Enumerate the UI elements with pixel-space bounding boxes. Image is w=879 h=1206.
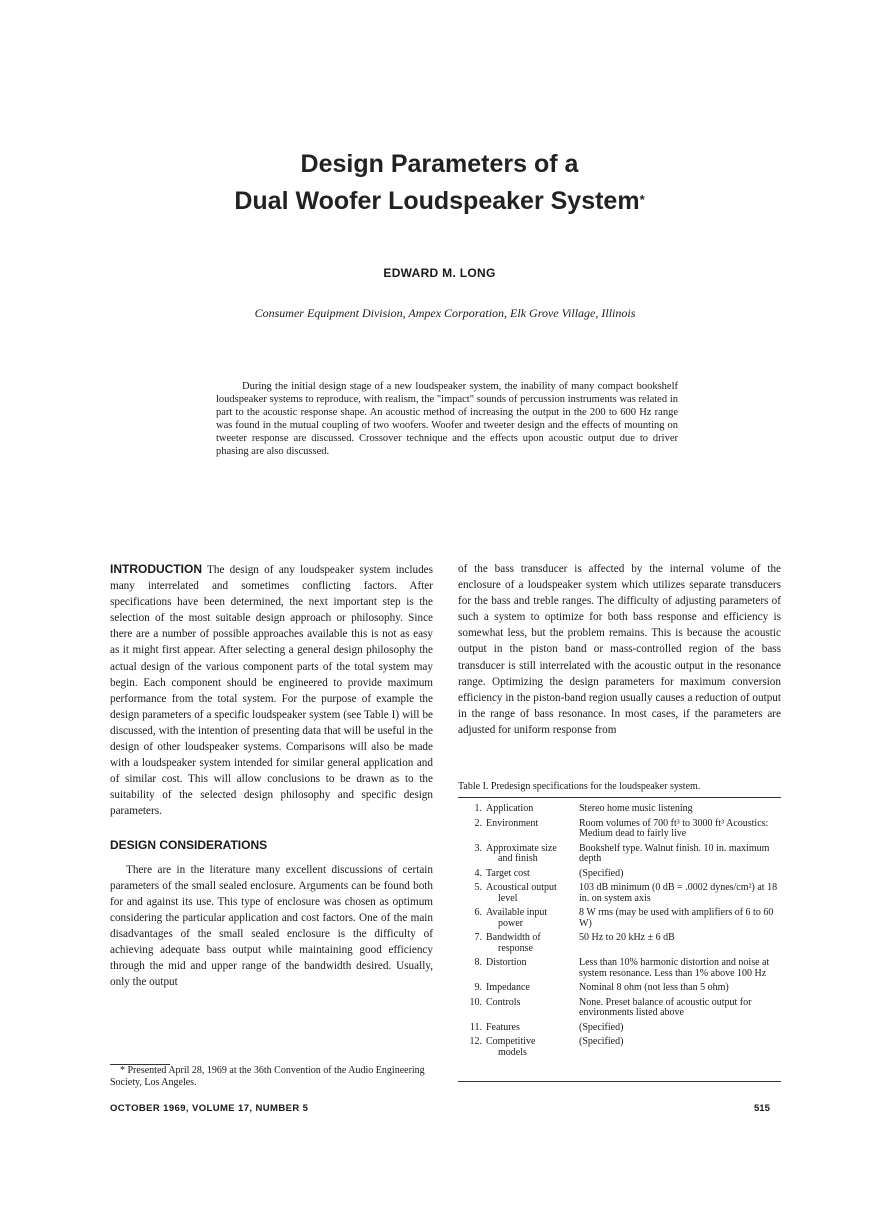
spec-row-number: 7.	[474, 932, 482, 943]
spec-row-label	[486, 869, 579, 884]
introduction-paragraph	[110, 561, 433, 820]
table-bottom-rule	[458, 1081, 781, 1082]
author-name: EDWARD M. LONG	[383, 266, 496, 280]
spec-row-value: Less than 10% harmonic distortion and noise at system resonance. Less than 1% above 100 Hz	[579, 957, 770, 979]
spec-row-number: 10.	[469, 996, 482, 1008]
spec-row-value: Bookshelf type. Walnut finish. 10 in. maximum depth	[579, 842, 770, 864]
spec-row-label	[486, 819, 579, 844]
spec-row	[458, 1023, 781, 1038]
introduction-heading: INTRODUCTION	[110, 562, 202, 576]
spec-row-value: Room volumes of 700 ft³ to 3000 ft³ Acoustics: Medium dead to fairly live	[579, 817, 769, 839]
spec-row-label-line1: Target cost	[486, 867, 530, 879]
page-number: 515	[754, 1103, 770, 1114]
spec-row-number: 4.	[474, 867, 482, 879]
design-considerations-text-right: of the bass transducer is affected by the internal volume of the enclosure of a loudspeaker system which utilizes separate transducers for the bass and treble ranges. The difficulty of adjusting parameters of such a system to optimize for both bass response and efficiency is somewhat less, but the problem remains. This is because the acoustic output in the piston band or mass-controlled region of the bass transducer is still interrelated with the acoustic output in the resonance range. Optimizing the design parameters for maximum conversion efficiency in the piston-band region usually causes a reduction of output in the range of bass resonance. In most cases, if the parameters are adjusted for uniform response from	[458, 563, 781, 736]
title-line-2	[0, 183, 879, 220]
spec-row-label	[486, 908, 579, 933]
spec-row-value: (Specified)	[579, 1021, 624, 1033]
spec-row-value: 50 Hz to 20 kHz ± 6 dB	[579, 932, 675, 943]
table-top-rule	[458, 797, 781, 798]
spec-row-label-line1: Features	[486, 1021, 520, 1033]
spec-row-number: 6.	[474, 907, 482, 918]
spec-row-value: 8 W rms (may be used with amplifiers of 6 to 60 W)	[579, 907, 774, 929]
spec-row-number: 8.	[474, 957, 482, 968]
right-column	[458, 561, 781, 738]
spec-row-label-line2: and finish	[498, 853, 538, 864]
spec-row-label	[486, 983, 579, 998]
left-column	[110, 561, 433, 990]
spec-row	[458, 998, 781, 1023]
spec-row-label-line1: Acoustical output	[486, 882, 557, 893]
design-considerations-text-left: There are in the literature many excellent discussions of certain parameters of the small sealed enclosure. Arguments can be found both for and against its use. This type of enclosure was chosen as optimum considering the particular application and cost factors. One of the main disadvantages of the small sealed enclosure is the difficulty of achieving adequate bass output while maintaining good efficiency through the mid and upper range of the bandwidth desired. Usually, only the output	[110, 863, 433, 989]
spec-row-label-line1: Controls	[486, 996, 521, 1008]
spec-row	[458, 958, 781, 983]
spec-row	[458, 804, 781, 819]
spec-row-number: 2.	[474, 817, 482, 829]
spec-row-label-line1: Competitive	[486, 1036, 536, 1047]
spec-row	[458, 844, 781, 869]
spec-row-label-line1: Impedance	[486, 982, 530, 993]
table-caption: Table I. Predesign specifications for the loudspeaker system.	[458, 781, 701, 792]
spec-row-label	[486, 933, 579, 958]
spec-row-label-line1: Bandwidth of	[486, 932, 541, 943]
spec-table	[458, 804, 781, 1062]
title-line-2-text: Dual Woofer Loudspeaker System	[234, 187, 640, 215]
spec-row	[458, 869, 781, 884]
spec-row-label-line2: models	[498, 1046, 527, 1058]
spec-row-number: 1.	[474, 803, 482, 814]
spec-row-label-line1: Available input	[486, 907, 548, 918]
spec-row-label	[486, 1037, 579, 1062]
spec-row	[458, 1037, 781, 1062]
spec-row-value: Stereo home music listening	[579, 803, 693, 814]
spec-row-label	[486, 844, 579, 869]
spec-row	[458, 983, 781, 998]
footnote: * Presented April 28, 1969 at the 36th Convention of the Audio Engineering Society, Los Angeles.	[110, 1065, 425, 1088]
spec-row-number: 12.	[469, 1036, 482, 1047]
abstract: During the initial design stage of a new loudspeaker system, the inability of many compact bookshelf loudspeaker systems to reproduce, with realism, the "impact" sounds of percussion instruments was related in part to the acoustic response shape. An acoustic method of increasing the output in the 200 to 600 Hz range was found in the mutual coupling of two woofers. Woofer and tweeter design and the effects of mounting on tweeter response are discussed. Crossover technique and the effects upon acoustic output due to driver phasing are also discussed.	[216, 381, 678, 457]
spec-row-label-line1: Application	[486, 803, 534, 814]
spec-row	[458, 819, 781, 844]
spec-row	[458, 933, 781, 958]
spec-row-label-line2: power	[498, 917, 523, 929]
spec-row-number: 11.	[469, 1021, 482, 1033]
spec-row-label	[486, 1023, 579, 1038]
spec-row-label	[486, 998, 579, 1023]
spec-row-label	[486, 804, 579, 819]
spec-row-number: 9.	[474, 982, 482, 993]
author-affiliation: Consumer Equipment Division, Ampex Corporation, Elk Grove Village, Illinois	[254, 306, 636, 320]
introduction-text: The design of any loudspeaker system includes many interrelated and sometimes conflicting factors. After specifications have been determined, the next important step is the selection of the most suitable design approach or philosophy. Since there are a number of possible approaches available this is not as easy as it might first appear. After selecting a general design philosophy the actual design of the various component parts of the total system may begin. Each component should be engineered to provide maximum performance from the total system. For the purpose of example the design parameters of a specific loudspeaker system (see Table I) will be discussed, with the intention of presenting data that will be useful in the design of other loudspeaker systems. Comparisons will also be made with a loudspeaker system intended for similar general application and of similar cost. This will allow conclusions to be drawn as to the suitability of the selected design philosophy and specific design parameters.	[110, 564, 433, 818]
spec-table-body	[458, 804, 781, 1062]
spec-row-label-line2: level	[498, 892, 518, 904]
spec-row	[458, 908, 781, 933]
spec-row-value: 103 dB minimum (0 dB = .0002 dynes/cm²) at 18 in. on system axis	[579, 882, 778, 904]
spec-row	[458, 883, 781, 908]
spec-row-label	[486, 883, 579, 908]
design-considerations-heading: DESIGN CONSIDERATIONS	[110, 837, 268, 852]
paper-title	[0, 146, 879, 220]
spec-row-value: (Specified)	[579, 1036, 624, 1047]
spec-row-number: 5.	[474, 882, 482, 893]
spec-row-label	[486, 958, 579, 983]
spec-row-value: Nominal 8 ohm (not less than 5 ohm)	[579, 982, 729, 993]
spec-row-label-line2: response	[498, 942, 533, 954]
spec-row-label-line1: Approximate size	[486, 842, 557, 854]
spec-row-label-line1: Environment	[486, 817, 539, 829]
title-footnote-mark: *	[639, 192, 645, 207]
spec-row-value: (Specified)	[579, 867, 624, 879]
title-line-1: Design Parameters of a	[300, 150, 579, 178]
spec-row-value: None. Preset balance of acoustic output for environments listed above	[579, 996, 752, 1018]
journal-issue: OCTOBER 1969, VOLUME 17, NUMBER 5	[110, 1103, 309, 1114]
spec-row-number: 3.	[474, 842, 482, 854]
spec-row-label-line1: Distortion	[486, 957, 527, 968]
